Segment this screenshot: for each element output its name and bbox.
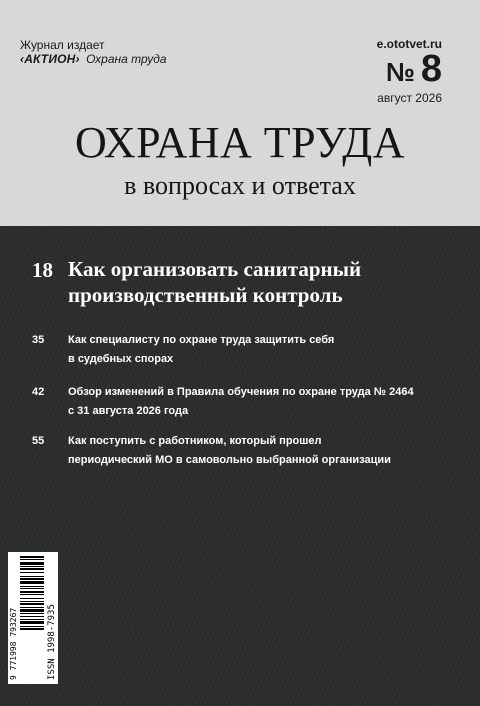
barcode-bar <box>20 616 44 617</box>
barcode-digits: 9 771998 793267 <box>9 607 18 680</box>
publisher-journal: Охрана труда <box>86 52 167 66</box>
toc-item[interactable] <box>68 383 458 421</box>
toc-item-page: 55 <box>32 435 45 447</box>
barcode <box>8 552 58 684</box>
publisher-logo: ‹АКТИОН› <box>20 52 80 66</box>
barcode-bar <box>20 581 44 584</box>
barcode-graphic <box>8 552 58 684</box>
barcode-bar <box>20 556 44 558</box>
issue-number-block <box>386 48 442 91</box>
toc-item-line2: в судебных спорах <box>68 353 174 365</box>
barcode-bar <box>20 591 44 593</box>
barcode-bar <box>20 562 44 565</box>
main-article-line1: Как организовать санитарный <box>68 257 362 281</box>
toc-item-line2: с 31 августа 2026 года <box>68 405 189 417</box>
issue-date: август 2026 <box>377 91 442 105</box>
barcode-bar <box>20 619 44 620</box>
barcode-bar <box>20 578 44 580</box>
website-link[interactable]: e.ototvet.ru <box>376 37 442 51</box>
barcode-bar <box>20 613 44 614</box>
barcode-bars <box>20 556 44 630</box>
magazine-subtitle: в вопросах и ответах <box>124 171 356 200</box>
barcode-bar <box>20 603 44 605</box>
barcode-bar <box>20 576 44 577</box>
barcode-bar <box>20 572 44 573</box>
barcode-bar <box>20 607 44 608</box>
cover-header <box>0 0 480 226</box>
barcode-bar <box>20 588 44 589</box>
barcode-bar <box>20 626 44 627</box>
barcode-bar <box>20 559 44 560</box>
barcode-bar <box>20 594 44 595</box>
main-article-title[interactable] <box>68 256 458 308</box>
toc-item-line1: Как специалисту по охране труда защитить себя <box>68 334 335 346</box>
publisher-line: Журнал издает <box>20 38 105 52</box>
main-article-page: 18 <box>32 258 53 282</box>
toc-item[interactable] <box>68 432 458 470</box>
toc-item-line1: Обзор изменений в Правила обучения по охране труда № 2464 <box>68 386 414 398</box>
barcode-bar <box>20 621 44 624</box>
number-sign: № <box>385 57 415 87</box>
publisher-info <box>20 52 167 66</box>
barcode-bar <box>20 566 44 567</box>
toc-item-line2: периодический МО в самовольно выбранной организации <box>68 454 391 466</box>
main-article-line2: производственный контроль <box>68 283 343 307</box>
toc-item-page: 42 <box>32 386 45 398</box>
magazine-title: ОХРАНА ТРУДА <box>74 118 406 167</box>
barcode-bar <box>20 598 44 599</box>
barcode-bar <box>20 586 44 587</box>
barcode-bar <box>20 609 44 612</box>
toc-item[interactable] <box>68 331 458 369</box>
issn-label: ISSN 1998-7935 <box>47 604 57 680</box>
toc-item-line1: Как поступить с работником, который прошел <box>68 435 322 447</box>
barcode-bar <box>20 628 44 630</box>
barcode-bar <box>20 568 44 570</box>
barcode-bar <box>20 601 44 602</box>
toc-item-page: 35 <box>32 334 45 346</box>
issue-number: 8 <box>420 48 442 90</box>
